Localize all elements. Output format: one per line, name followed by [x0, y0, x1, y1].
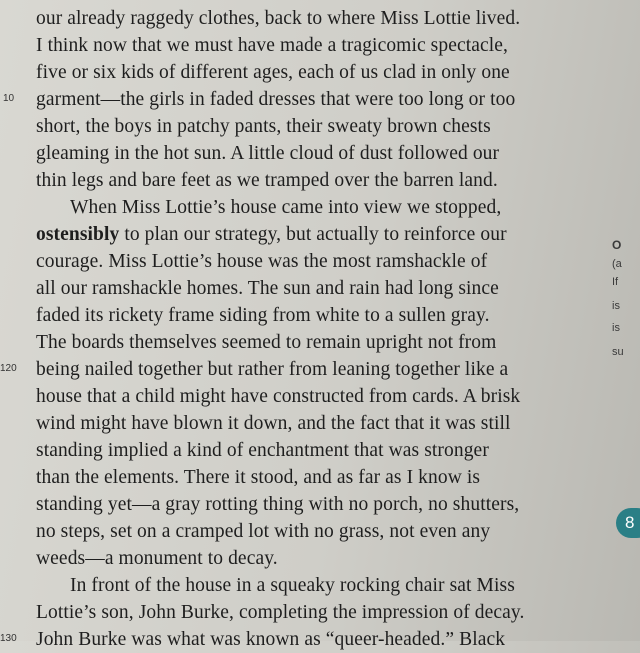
text-line: than the elements. There it stood, and as far as I know is — [36, 467, 481, 488]
margin-text: (a — [612, 258, 622, 270]
margin-text: is — [612, 322, 620, 334]
text-line: standing implied a kind of enchantment that was stronger — [36, 440, 489, 461]
text-line: The boards themselves seemed to remain upright not from — [36, 332, 497, 353]
text-line: being nailed together but rather from leaning together like a — [36, 359, 509, 380]
text-line: five or six kids of different ages, each of us clad in only one — [36, 62, 510, 83]
text-line: standing yet—a gray rotting thing with no porch, no shutters, — [36, 494, 520, 515]
number-badge: 8 — [616, 508, 640, 538]
text-line: short, the boys in patchy pants, their sweaty brown chests — [36, 116, 491, 137]
text-line: no steps, set on a cramped lot with no grass, not even any — [36, 521, 491, 542]
margin-text: O — [612, 238, 622, 252]
text-line: our already raggedy clothes, back to where Miss Lottie lived. — [36, 8, 521, 29]
text-line: John Burke was what was known as “queer-headed.” Black — [36, 629, 506, 650]
margin-text: is — [612, 300, 620, 312]
text-line: wind might have blown it down, and the fact that it was still — [36, 413, 511, 434]
text-line: garment—the girls in faded dresses that were too long or too — [36, 89, 516, 110]
text-line: gleaming in the hot sun. A little cloud of dust followed our — [36, 143, 500, 164]
text-line: courage. Miss Lottie’s house was the most ramshackle of — [36, 251, 488, 272]
text-line: faded its rickety frame siding from white to a sullen gray. — [36, 305, 490, 326]
text-line: all our ramshackle homes. The sun and rain had long since — [36, 278, 499, 299]
line-number: 10 — [3, 93, 15, 104]
text-line: I think now that we must have made a tragicomic spectacle, — [36, 35, 509, 56]
vocabulary-word: ostensibly — [36, 224, 120, 245]
line-number: 120 — [0, 363, 17, 374]
margin-text: su — [612, 346, 624, 358]
line-number: 130 — [0, 633, 17, 644]
text-line: house that a child might have constructed from cards. A brisk — [36, 386, 521, 407]
text-line: ostensibly to plan our strategy, but actually to reinforce our — [36, 224, 507, 245]
text-line: In front of the house in a squeaky rocking chair sat Miss — [70, 575, 515, 596]
text-line: weeds—a monument to decay. — [36, 548, 278, 569]
text-line: thin legs and bare feet as we tramped over the barren land. — [36, 170, 498, 191]
text-line: Lottie’s son, John Burke, completing the impression of decay. — [36, 602, 525, 623]
text-line: When Miss Lottie’s house came into view we stopped, — [70, 197, 502, 218]
margin-text: If — [612, 276, 619, 288]
